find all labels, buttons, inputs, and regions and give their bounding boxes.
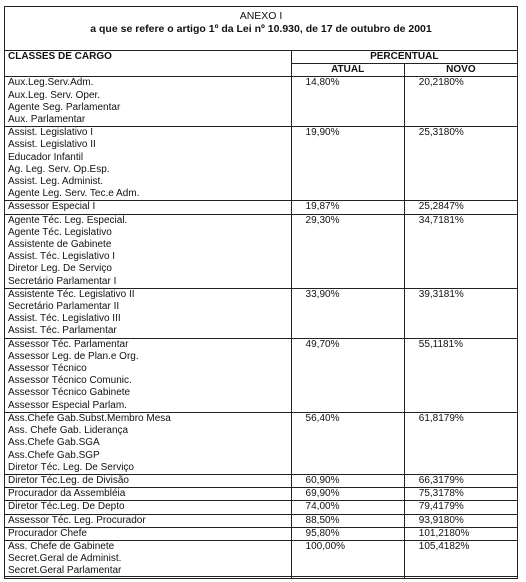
class-name: Diretor Téc.Leg. De Depto: [8, 501, 125, 513]
cell-novo: 66,3179%: [404, 474, 517, 487]
class-name: Assessor Técnico Gabinete: [8, 387, 131, 399]
table-row: [5, 527, 518, 540]
cell-atual: 49,70%: [291, 338, 404, 412]
class-name: Assessor Especial I: [8, 201, 96, 213]
table-row: [5, 214, 518, 288]
header-atual: ATUAL: [291, 64, 404, 77]
annex-document: [4, 6, 518, 577]
class-name: Assessor Especial Parlam.: [8, 399, 127, 411]
cell-atual: 56,40%: [291, 412, 404, 474]
table-row: [5, 201, 518, 214]
table-row: [5, 488, 518, 501]
class-name: Assist. Téc. Legislativo III: [8, 313, 121, 325]
table-row: [5, 514, 518, 527]
cell-novo: 25,2847%: [404, 201, 517, 214]
annex-subtitle: a que se refere o artigo 1º da Lei nº 10.930, de 17 de outubro de 2001: [90, 23, 432, 35]
cell-atual: 88,50%: [291, 514, 404, 527]
table-row: [5, 338, 518, 412]
cell-classes: [5, 288, 292, 338]
table-row: [5, 540, 518, 578]
table-row: [5, 501, 518, 514]
cell-novo: 34,7181%: [404, 214, 517, 288]
class-name: Secret.Geral de Administ.: [8, 553, 122, 565]
class-name: Assessor Técnico Comunic.: [8, 375, 132, 387]
cell-novo: 25,3180%: [404, 127, 517, 201]
class-name: Ass.Chefe Gab.SGP: [8, 449, 100, 461]
class-name: Ag. Leg. Serv. Op.Esp.: [8, 163, 110, 175]
table-body: [5, 77, 518, 578]
cell-novo: 39,3181%: [404, 288, 517, 338]
class-name: Agente Téc. Leg. Especial.: [8, 214, 128, 226]
class-name: Assessor Téc. Leg. Procurador: [8, 514, 146, 526]
cell-classes: [5, 501, 292, 514]
cell-classes: [5, 127, 292, 201]
cell-classes: [5, 338, 292, 412]
class-name: Assessor Leg. de Plan.e Org.: [8, 350, 139, 362]
cell-classes: [5, 474, 292, 487]
cell-classes: [5, 214, 292, 288]
header-percentual: PERCENTUAL: [291, 51, 517, 64]
class-name: Ass.Chefe Gab.SGA: [8, 437, 100, 449]
class-name: Agente Téc. Legislativo: [8, 226, 112, 238]
cell-atual: 29,30%: [291, 214, 404, 288]
document-header: [5, 7, 517, 36]
class-name: Secret.Geral Parlamentar: [8, 565, 122, 577]
class-name: Secretário Parlamentar II: [8, 301, 120, 313]
class-name: Diretor Téc. Leg. De Serviço: [8, 461, 134, 473]
salary-percent-table: [4, 50, 518, 579]
class-name: Procurador Chefe: [8, 527, 87, 539]
class-name: Secretário Parlamentar I: [8, 275, 117, 287]
header-novo: NOVO: [404, 64, 517, 77]
cell-atual: 19,90%: [291, 127, 404, 201]
cell-classes: [5, 201, 292, 214]
class-name: Aux. Parlamentar: [8, 114, 86, 126]
class-name: Assist. Leg. Administ.: [8, 176, 104, 188]
cell-atual: 33,90%: [291, 288, 404, 338]
class-name: Assessor Téc. Parlamentar: [8, 338, 129, 350]
class-name: Agente Seg. Parlamentar: [8, 101, 121, 113]
class-name: Ass. Chefe de Gabinete: [8, 540, 115, 552]
class-name: Diretor Téc.Leg. de Divisão: [8, 474, 129, 486]
cell-atual: 95,80%: [291, 527, 404, 540]
cell-atual: 60,90%: [291, 474, 404, 487]
table-row: [5, 127, 518, 201]
class-name: Assist. Téc. Parlamentar: [8, 325, 117, 337]
class-name: Assessor Técnico: [8, 363, 87, 375]
cell-novo: 101,2180%: [404, 527, 517, 540]
table-row: [5, 77, 518, 127]
cell-classes: [5, 77, 292, 127]
annex-title: ANEXO I: [239, 10, 283, 22]
class-name: Agente Leg. Serv. Tec.e Adm.: [8, 188, 140, 200]
cell-atual: 14,80%: [291, 77, 404, 127]
cell-atual: 69,90%: [291, 488, 404, 501]
cell-novo: 79,4179%: [404, 501, 517, 514]
cell-atual: 100,00%: [291, 540, 404, 578]
class-name: Assistente Téc. Legislativo II: [8, 288, 135, 300]
class-name: Aux.Leg. Serv. Oper.: [8, 89, 101, 101]
class-name: Diretor Leg. De Serviço: [8, 263, 112, 275]
class-name: Assist. Téc. Legislativo I: [8, 251, 116, 263]
cell-classes: [5, 412, 292, 474]
cell-classes: [5, 488, 292, 501]
class-name: Assistente de Gabinete: [8, 239, 112, 251]
cell-novo: 55,1181%: [404, 338, 517, 412]
class-name: Ass.Chefe Gab.Subst.Membro Mesa: [8, 412, 171, 424]
class-name: Procurador da Assembléia: [8, 488, 126, 500]
cell-novo: 61,8179%: [404, 412, 517, 474]
class-name: Educador Infantil: [8, 151, 84, 163]
class-name: Aux.Leg.Serv.Adm.: [8, 77, 94, 89]
class-name: Ass. Chefe Gab. Liderança: [8, 425, 129, 437]
table-row: [5, 412, 518, 474]
cell-novo: 75,3178%: [404, 488, 517, 501]
header-classes-de-cargo: CLASSES DE CARGO: [5, 51, 292, 77]
cell-novo: 93,9180%: [404, 514, 517, 527]
table-row: [5, 288, 518, 338]
cell-novo: 20,2180%: [404, 77, 517, 127]
cell-atual: 19,87%: [291, 201, 404, 214]
table-row: [5, 474, 518, 487]
cell-classes: [5, 540, 292, 578]
cell-atual: 74,00%: [291, 501, 404, 514]
cell-classes: [5, 514, 292, 527]
class-name: Assist. Legislativo I: [8, 127, 94, 139]
cell-novo: 105,4182%: [404, 540, 517, 578]
class-name: Assist. Legislativo II: [8, 139, 96, 151]
cell-classes: [5, 527, 292, 540]
